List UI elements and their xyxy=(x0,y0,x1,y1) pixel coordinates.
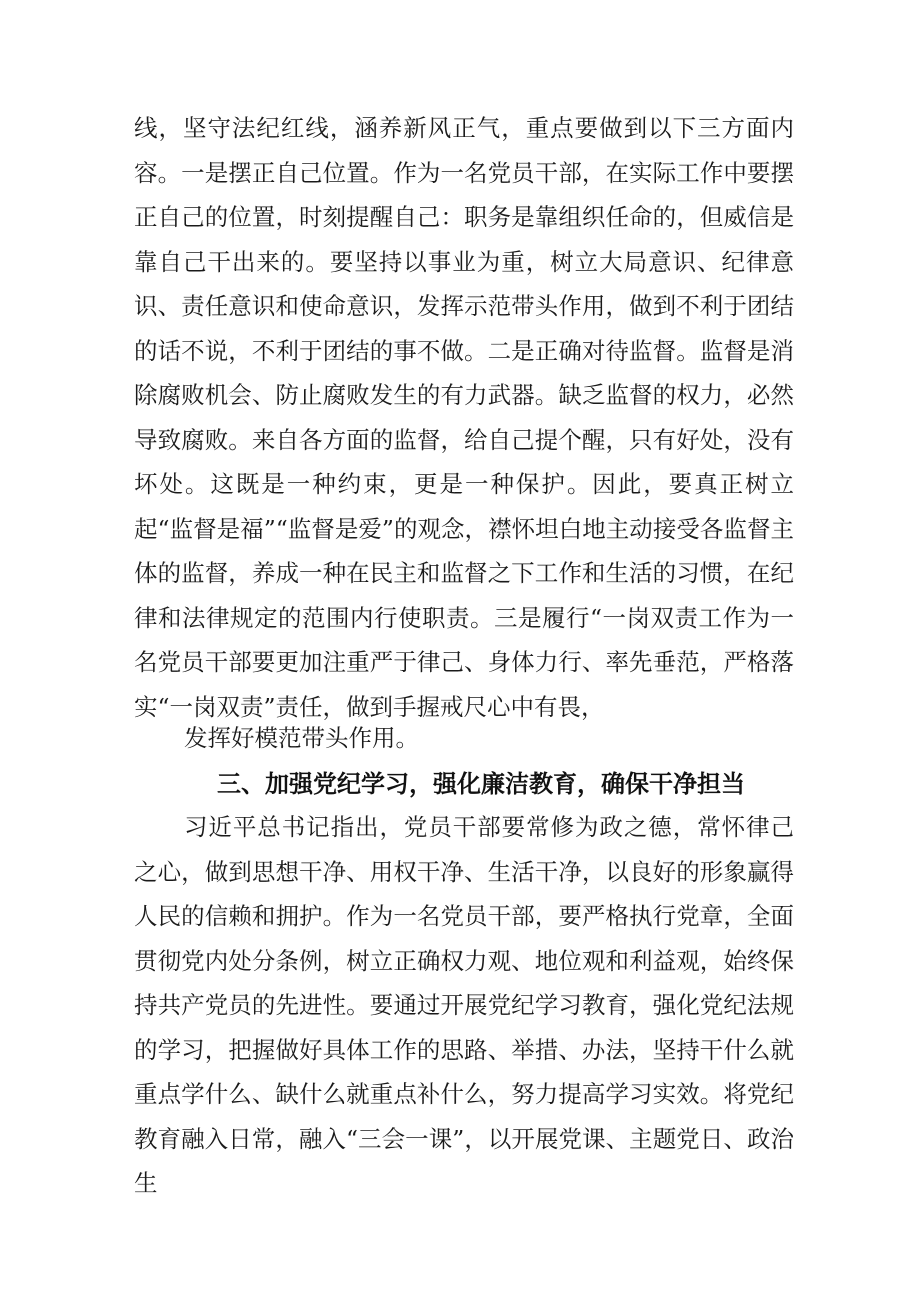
body-paragraph-responsibilities: 线，坚守法纪红线，涵养新风正气，重点要做到以下三方面内容。一是摆正自己位置。作为一名党员干部，在实际工作中要摆正自己的位置，时刻提醒自己：职务是靠组织任命的，但威信是靠自己干出来的。要坚持以事业为重，树立大局意识、纪律意识、责任意识和使命意识，发挥示范带头作用，做到不利于团结的话不说，不利于团结的事不做。二是正确对待监督。监督是消除腐败机会、防止腐败发生的有力武器。缺乏监督的权力，必然导致腐败。来自各方面的监督，给自己提个醒，只有好处，没有坏处。这既是一种约束，更是一种保护。因此，要真正树立起“监督是福”“监督是爱”的观念，襟怀坦白地主动接受各监督主体的监督，养成一种在民主和监督之下工作和生活的习惯，在纪律和法律规定的范围内行使职责。三是履行“一岗双责工作为一名党员干部要更加注重严于律己、身体力行、率先垂范，严格落实“一岗双责”责任，做到手握戒尺心中有畏， xyxy=(134,114,794,721)
body-paragraph-role-model: 发挥好模范带头作用。 xyxy=(184,724,419,752)
section-heading: 三、加强党纪学习，强化廉洁教育，确保干净担当 xyxy=(217,770,745,798)
body-paragraph-party-discipline: 习近平总书记指出，党员干部要常修为政之德，常怀律己之心，做到思想干净、用权干净、生活干净，以良好的形象赢得人民的信赖和拥护。作为一名党员干部，要严格执行党章，全面贯彻党内处分条例，树立正确权力观、地位观和利益观，始终保持共产党员的先进性。要通过开展党纪学习教育，强化党纪法规的学习，把握做好具体工作的思路、举措、办法，坚持干什么就重点学什么、缺什么就重点补什么，努力提高学习实效。将党纪教育融入日常，融入“三会一课”，以开展党课、主题党日、政治生 xyxy=(134,813,794,1197)
